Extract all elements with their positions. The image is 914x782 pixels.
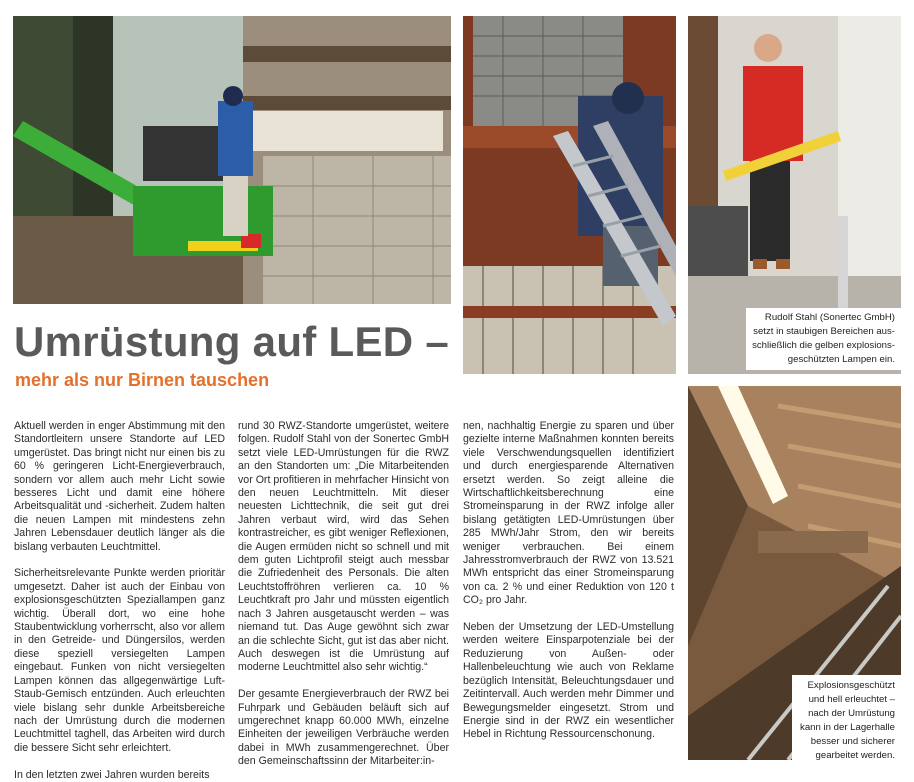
caption-hall [792, 675, 901, 767]
caption-line: und hell erleuchtet – [808, 694, 895, 705]
photo-ladder-icon [463, 16, 676, 374]
caption-line: kann in der Lagerhalle [800, 722, 895, 733]
caption-line: schließlich die gelben explosions- [752, 340, 895, 351]
caption-line: gearbeitet werden. [815, 750, 895, 761]
caption-line: setzt in staubigen Bereichen aus- [753, 326, 895, 337]
text-column-1 [14, 420, 225, 782]
caption-line: nach der Umrüstung [808, 708, 895, 719]
text-column-3 [463, 420, 674, 742]
paragraph: Aktuell werden in enger Abstimmung mit den Standortleitern unsere Standorte auf LED umgerüstet. Das bringt nicht nur einen bis zu 60 % geringeren Licht-Energieverbrauch, sondern vor allem auch mehr Licht sowie besseres Licht und damit eine höhere Arbeitsqualität und -sicherheit. Zudem halten die neuen Lampen mit mindestens zehn Jahren Lebensdauer deutlich länger als die bislang verbauten Leuchtmittel. [14, 420, 225, 553]
caption-line: Rudolf Stahl (Sonertec GmbH) [764, 312, 895, 323]
photo-lift-icon [13, 16, 451, 304]
page-title: Umrüstung auf LED – [14, 318, 450, 365]
paragraph: Der gesamte Energieverbrauch der RWZ bei Fuhrpark und Gebäuden beläuft sich auf umgerechnet knapp 60.000 MWh, einzelne Einheiten der jeweiligen Verbräuche werden dabei in MWh zusammengerechnet. Über den Gemeinschaftssinn der Mitarbeiter:in- [238, 688, 449, 768]
text-column-2 [238, 420, 449, 769]
page-subtitle: mehr als nur Birnen tauschen [15, 370, 270, 390]
caption-line: geschützten Lampen ein. [787, 354, 895, 365]
caption-person [746, 308, 901, 370]
paragraph: Neben der Umsetzung der LED-Umstellung werden weitere Einsparpotenziale bei der Reduzierung von Außen- oder Hallenbeleuchtung wie auch von Reklame bezüglich Intensität, Beleuchtungsdauer und Zeitintervall. Auch werden mehr Dimmer und Bewegungsmelder eingesetzt. Strom und Energie sind in der RWZ ein wesentlicher Hebel in Richtung Ressourcenschonung. [463, 621, 674, 741]
paragraph: nen, nachhaltig Energie zu sparen und über gezielte interne Maßnahmen konnten bereits viele Verschwendungsquellen identifiziert und durch energiesparende Alternativen ersetzt werden. So zeigt alleine die Wirtschaftlichkeitsberechnung eine Stromeinsparung in der RWZ infolge aller bislang getätigten LED-Umrüstungen über 285 MWh/Jahr Strom, den wir bereits weniger verbrauchen. Bei einem Jahresstromverbrauch der RWZ von 13.521 MWh entspricht das einer Stromeinsparung von ca. 2 % und einer Reduktion von 120 t CO₂ pro Jahr. [463, 420, 674, 607]
caption-line: Explosionsgeschützt [807, 680, 895, 691]
paragraph: In den letzten zwei Jahren wurden bereits [14, 768, 210, 781]
paragraph: Sicherheitsrelevante Punkte werden prioritär umgesetzt. Daher ist auch der Einbau von explosionsgeschützten Speziallampen ganz wichtig. Überall dort, wo eine hohe Staubentwicklung vorherrscht, also vor allem in den Getreide- und Düngersilos, werden diese speziell versiegelten Lampen eingebaut. Funken von nicht versiegelten Lampen können das allgegenwärtige Luft-Staub-Gemisch entzünden. Auch erleuchten viele bislang sehr dunkle Arbeitsbereiche nach der Umrüstung durch die modernen Leuchtmittel taghell, das Arbeiten wird durch die bessere Sicht sehr erleichtert. [14, 567, 225, 754]
photo-ladder [463, 16, 676, 374]
paragraph: rund 30 RWZ-Standorte umgerüstet, weitere folgen. Rudolf Stahl von der Sonertec GmbH setzt viele LED-Umrüstungen für die RWZ an den Standorten um: „Die Mitarbeitenden vor Ort profitieren in mehrfacher Hinsicht von den neuen Leuchtmitteln. Mit dieser neuesten Lichttechnik, die seit gut drei Jahren verbaut wird, wird das Sehen kontrastreicher, es gibt weniger Reflexionen, die Augen ermüden nicht so schnell und mit dem guten Lichtprofil steigt auch messbar die Zufriedenheit des Personals. Die alten Leuchtstoffröhren verlieren ca. 10 % Leuchtkraft pro Jahr und müssten eigentlich nach 3 Jahren ausgetauscht werden – was niemand tut. Das Auge gewöhnt sich zwar an die schlechte Sicht, gut ist das aber nicht. Auch deswegen ist die Umrüstung auf moderne Leuchtmittel also sehr wichtig.“ [238, 420, 449, 674]
photo-lift [13, 16, 451, 304]
caption-line: besser und sicherer [810, 736, 895, 747]
